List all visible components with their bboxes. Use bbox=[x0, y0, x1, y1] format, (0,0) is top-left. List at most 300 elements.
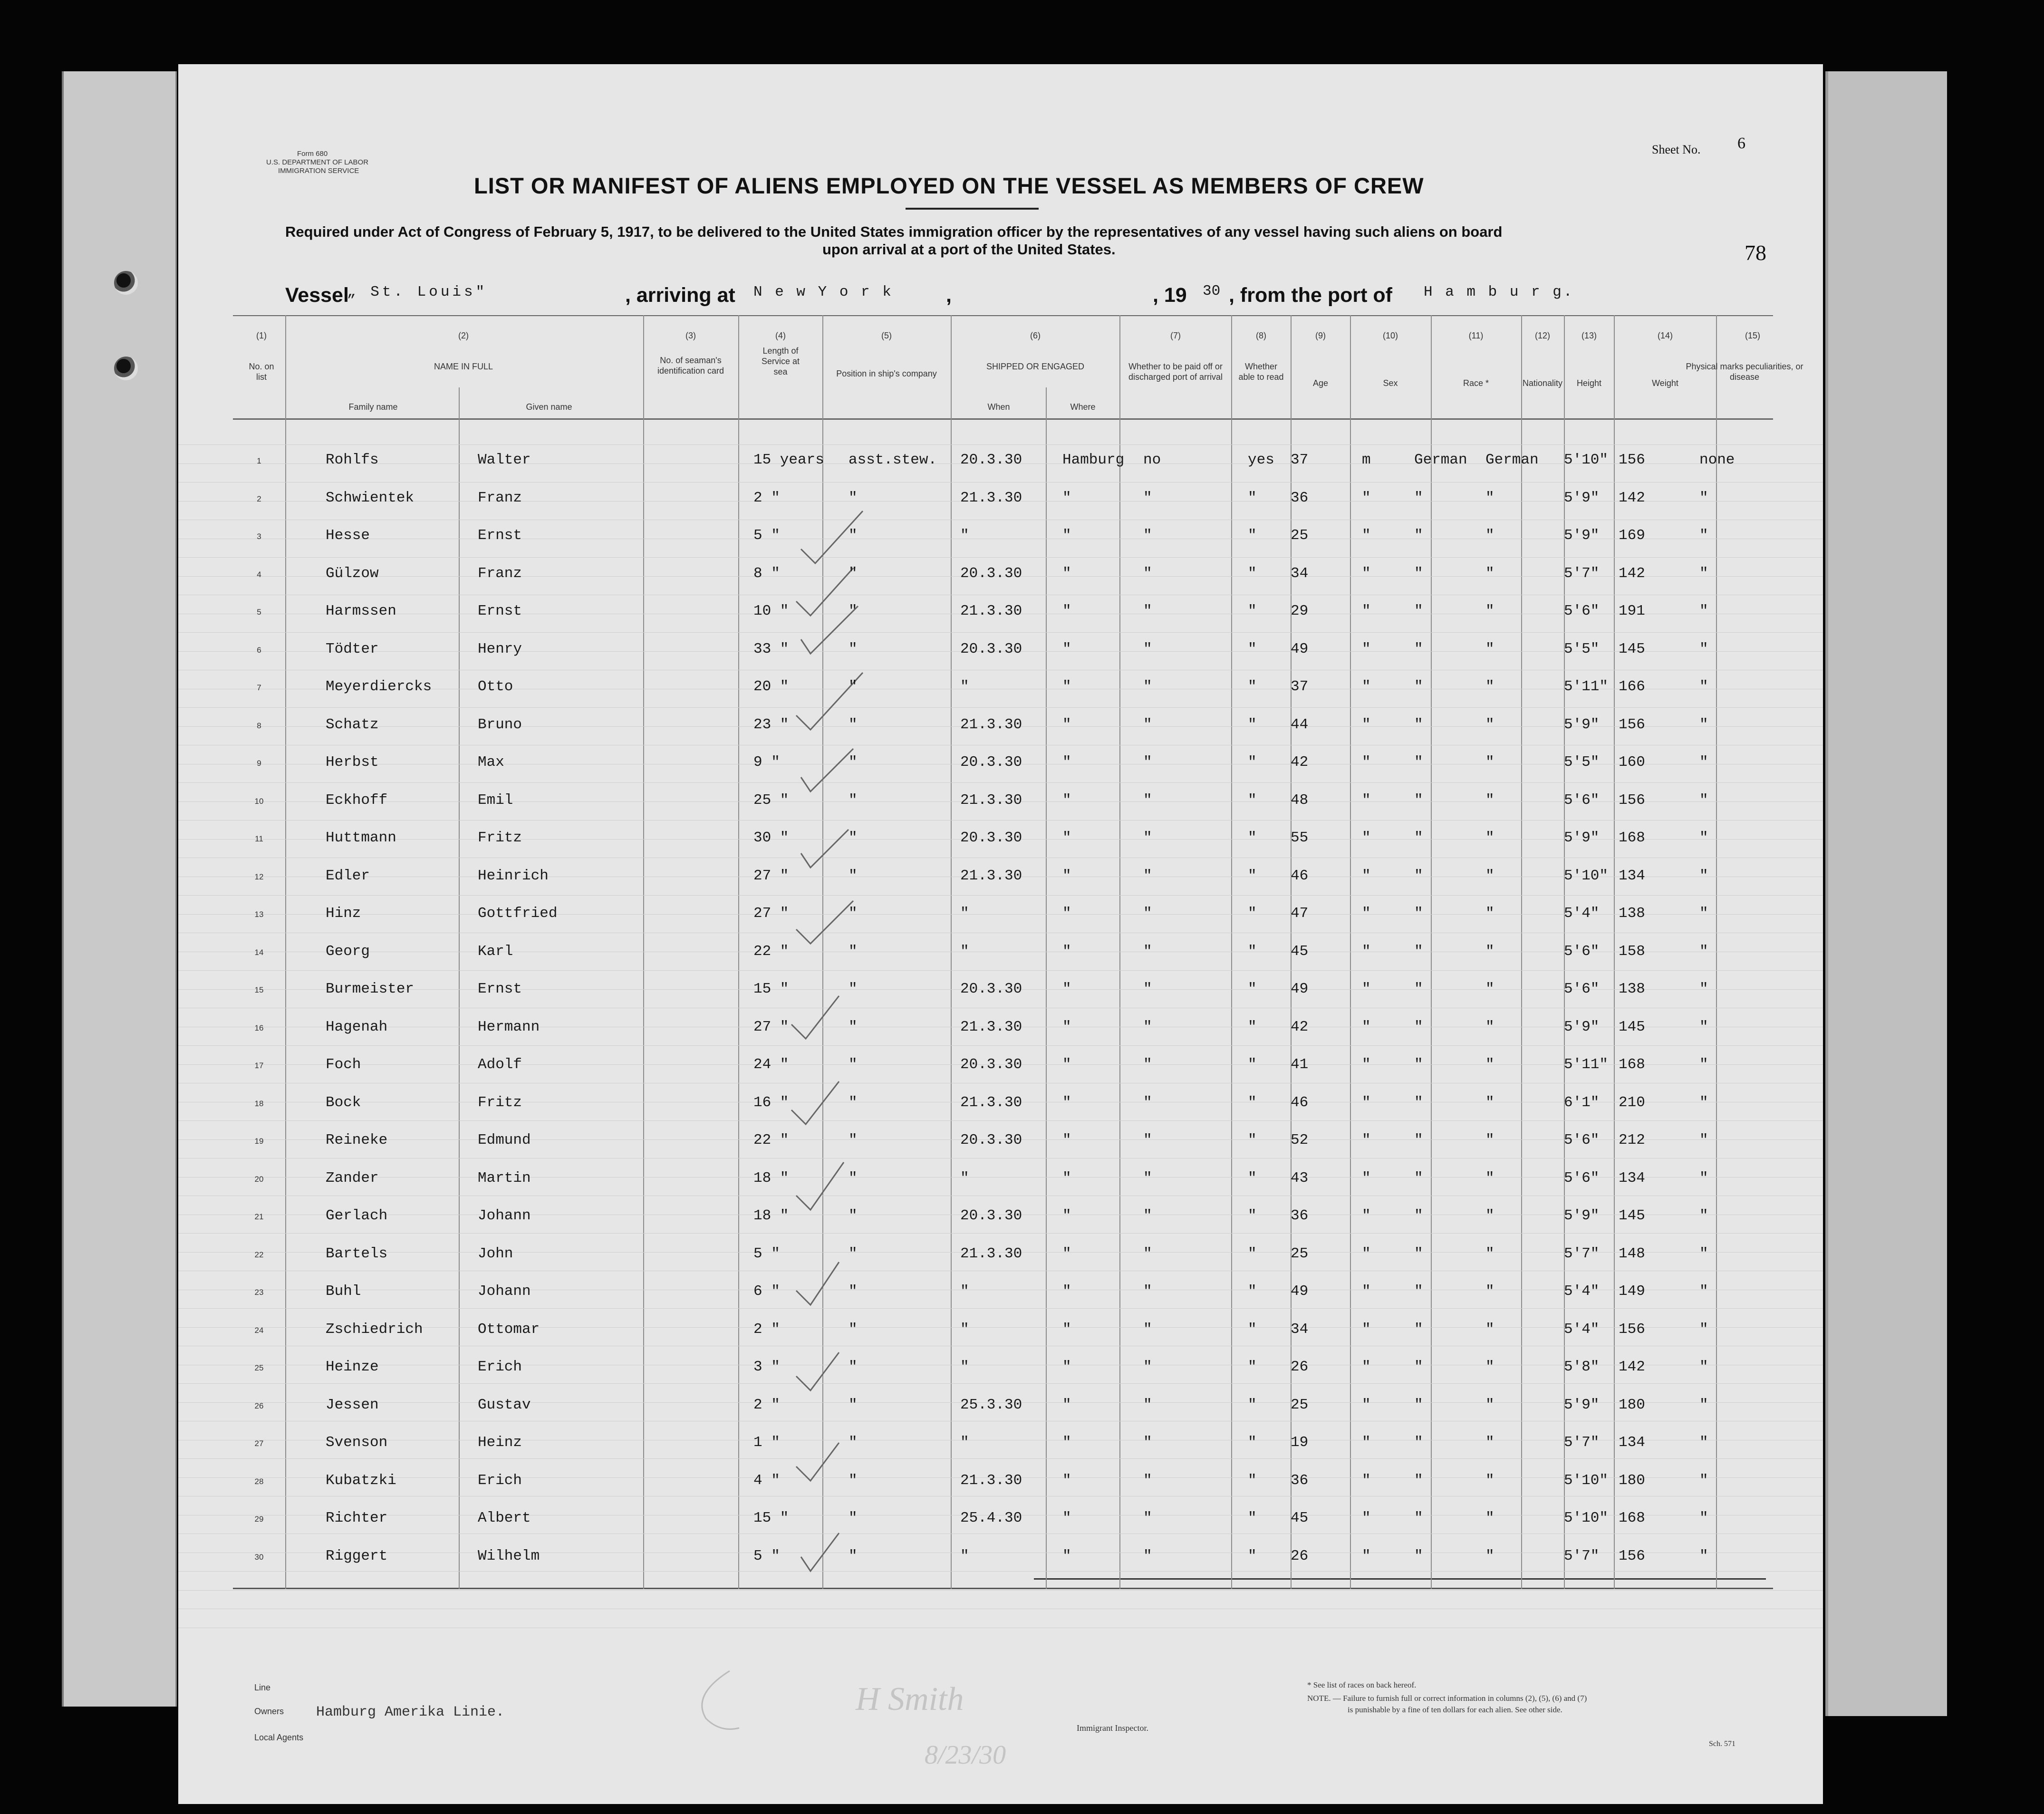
able-to-read: " bbox=[1248, 1321, 1257, 1338]
age: 19 bbox=[1291, 1434, 1309, 1451]
col-divider bbox=[1119, 315, 1120, 1589]
nationality: " bbox=[1485, 867, 1494, 884]
service-length: 24 " bbox=[753, 1056, 789, 1073]
row-number: 22 bbox=[254, 1250, 264, 1259]
service-length: 23 " bbox=[753, 716, 789, 733]
paid-off: " bbox=[1143, 1018, 1152, 1035]
nationality: " bbox=[1485, 1132, 1494, 1148]
owners-value: Hamburg Amerika Linie. bbox=[316, 1704, 505, 1720]
shipped-where: Hamburg bbox=[1062, 452, 1125, 468]
arriving-port: N e w Y o r k bbox=[753, 284, 893, 300]
sex: " bbox=[1362, 716, 1371, 733]
sex: " bbox=[1362, 1094, 1371, 1111]
service-length: 15 years bbox=[753, 452, 824, 468]
weight: 138 bbox=[1619, 981, 1645, 997]
subtitle-2: upon arrival at a port of the United States. bbox=[822, 241, 1116, 258]
service-length: 16 " bbox=[753, 1094, 789, 1111]
given-name: Henry bbox=[478, 640, 522, 657]
position: " bbox=[848, 1359, 858, 1375]
sex: " bbox=[1362, 565, 1371, 582]
age: 34 bbox=[1291, 1321, 1309, 1338]
position: " bbox=[848, 1018, 858, 1035]
paid-off: " bbox=[1143, 603, 1152, 619]
col-11-number: (11) bbox=[1468, 331, 1484, 340]
row-number: 28 bbox=[254, 1476, 264, 1486]
given-name: Fritz bbox=[478, 1094, 522, 1111]
able-to-read: yes bbox=[1248, 452, 1274, 468]
service-length: 8 " bbox=[753, 565, 780, 582]
age: 36 bbox=[1291, 1207, 1309, 1224]
paid-off: " bbox=[1143, 1132, 1152, 1148]
row-number: 4 bbox=[257, 569, 261, 579]
race: " bbox=[1414, 1321, 1423, 1338]
given-name: Wilhelm bbox=[478, 1547, 540, 1564]
col-3-header: No. of seaman's identification card bbox=[657, 356, 724, 376]
height: 5'11" bbox=[1564, 1056, 1609, 1073]
service-length: 33 " bbox=[753, 640, 789, 657]
age: 42 bbox=[1291, 1018, 1309, 1035]
nationality: " bbox=[1485, 489, 1494, 506]
nationality: " bbox=[1485, 565, 1494, 582]
position: " bbox=[848, 1547, 858, 1564]
sex: " bbox=[1362, 1245, 1371, 1262]
shipped-where: " bbox=[1062, 1321, 1071, 1338]
height: 5'6" bbox=[1564, 603, 1600, 619]
sex: " bbox=[1362, 754, 1371, 771]
family-name: Herbst bbox=[326, 754, 379, 771]
shipped-when: 20.3.30 bbox=[960, 981, 1022, 997]
manifest-sheet bbox=[178, 64, 1823, 1804]
shipped-where: " bbox=[1062, 1245, 1071, 1262]
sex: " bbox=[1362, 905, 1371, 922]
able-to-read: " bbox=[1248, 1434, 1257, 1451]
physical-marks: " bbox=[1699, 716, 1708, 733]
col-divider bbox=[1521, 315, 1522, 1589]
family-name: Meyerdiercks bbox=[326, 678, 432, 695]
shipped-where: " bbox=[1062, 981, 1071, 997]
col-9-header: Age bbox=[1312, 378, 1329, 388]
able-to-read: " bbox=[1248, 791, 1257, 809]
col-13-number: (13) bbox=[1581, 331, 1597, 340]
shipped-where: " bbox=[1062, 1056, 1071, 1073]
able-to-read: " bbox=[1248, 1472, 1257, 1489]
shipped-where: " bbox=[1062, 791, 1071, 809]
weight: 134 bbox=[1619, 1434, 1645, 1451]
nationality: " bbox=[1485, 527, 1494, 544]
col-5-number: (5) bbox=[881, 331, 892, 340]
height: 5'7" bbox=[1564, 1245, 1600, 1262]
binder-left bbox=[62, 71, 177, 1707]
page-edge-right bbox=[1825, 71, 1947, 1716]
from-port: H a m b u r g. bbox=[1424, 284, 1574, 300]
paid-off: " bbox=[1143, 1169, 1152, 1187]
nationality: " bbox=[1485, 1547, 1494, 1564]
table-bottom-border bbox=[233, 1588, 1773, 1589]
sex: " bbox=[1362, 1132, 1371, 1148]
age: 26 bbox=[1291, 1547, 1309, 1564]
age: 36 bbox=[1291, 1472, 1309, 1489]
able-to-read: " bbox=[1248, 905, 1257, 922]
able-to-read: " bbox=[1248, 867, 1257, 884]
height: 5'7" bbox=[1564, 1547, 1600, 1564]
sex: " bbox=[1362, 1510, 1371, 1526]
shipped-when: " bbox=[960, 1434, 969, 1451]
service-length: 2 " bbox=[753, 1321, 780, 1338]
col-10-number: (10) bbox=[1382, 331, 1398, 340]
physical-marks: " bbox=[1699, 1056, 1708, 1073]
family-name: Heinze bbox=[326, 1359, 379, 1375]
race: " bbox=[1414, 1283, 1423, 1300]
shipped-where: " bbox=[1062, 716, 1071, 733]
row-number: 1 bbox=[257, 456, 261, 465]
shipped-when: " bbox=[960, 905, 969, 922]
paid-off: " bbox=[1143, 1283, 1152, 1300]
paid-off: " bbox=[1143, 1510, 1152, 1526]
physical-marks: " bbox=[1699, 1094, 1708, 1111]
row-number: 21 bbox=[254, 1212, 264, 1221]
physical-marks: " bbox=[1699, 1510, 1708, 1526]
shipped-when: " bbox=[960, 678, 969, 695]
shipped-where: " bbox=[1062, 489, 1071, 506]
shipped-when: " bbox=[960, 1169, 969, 1187]
header-bottom-border bbox=[233, 418, 1773, 420]
age: 46 bbox=[1291, 1094, 1309, 1111]
height: 5'10" bbox=[1564, 452, 1609, 468]
vessel-label: Vessel bbox=[285, 284, 349, 307]
family-name: Reineke bbox=[326, 1132, 388, 1148]
age: 45 bbox=[1291, 943, 1309, 960]
row-number: 25 bbox=[254, 1363, 264, 1372]
nationality: " bbox=[1485, 678, 1494, 695]
able-to-read: " bbox=[1248, 830, 1257, 846]
position: " bbox=[848, 1207, 858, 1224]
family-name: Jessen bbox=[326, 1396, 379, 1413]
age: 45 bbox=[1291, 1510, 1309, 1526]
height: 5'4" bbox=[1564, 905, 1600, 922]
col-2b-header: Given name bbox=[526, 402, 572, 412]
family-name: Rohlfs bbox=[326, 452, 379, 468]
weight: 148 bbox=[1619, 1245, 1645, 1262]
rule-line bbox=[178, 557, 1823, 558]
weight: 142 bbox=[1619, 1359, 1645, 1375]
sex: " bbox=[1362, 1547, 1371, 1564]
physical-marks: " bbox=[1699, 527, 1708, 544]
rule-line bbox=[178, 1383, 1823, 1384]
col-14-number: (14) bbox=[1657, 331, 1673, 340]
sheet-label: Sheet No. bbox=[1652, 143, 1701, 156]
penalty-note-2: is punishable by a fine of ten dollars for each alien. See other side. bbox=[1348, 1705, 1562, 1714]
height: 5'6" bbox=[1564, 943, 1600, 960]
able-to-read: " bbox=[1248, 754, 1257, 771]
service-length: 22 " bbox=[753, 943, 789, 960]
shipped-where: " bbox=[1062, 1094, 1071, 1111]
weight: 134 bbox=[1619, 867, 1645, 884]
col-12-header: Nationality bbox=[1522, 378, 1563, 388]
race: " bbox=[1414, 1547, 1423, 1564]
sex: m bbox=[1362, 452, 1371, 468]
department: U.S. DEPARTMENT OF LABOR bbox=[266, 158, 369, 166]
able-to-read: " bbox=[1248, 603, 1257, 619]
sex: " bbox=[1362, 527, 1371, 544]
age: 47 bbox=[1291, 905, 1309, 922]
family-name: Schatz bbox=[326, 716, 379, 733]
service-length: 18 " bbox=[753, 1207, 789, 1224]
row-number: 10 bbox=[254, 796, 264, 806]
sheet-number: 6 bbox=[1737, 135, 1745, 152]
col-14-header: Weight bbox=[1652, 378, 1678, 388]
given-name: Gottfried bbox=[478, 905, 558, 922]
height: 5'8" bbox=[1564, 1359, 1600, 1375]
height: 5'9" bbox=[1564, 830, 1600, 846]
race: " bbox=[1414, 640, 1423, 657]
nationality: " bbox=[1485, 1472, 1494, 1489]
shipped-where: " bbox=[1062, 905, 1071, 922]
height: 5'10" bbox=[1564, 867, 1609, 884]
position: " bbox=[848, 1510, 858, 1526]
age: 26 bbox=[1291, 1359, 1309, 1375]
races-note: * See list of races on back hereof. bbox=[1307, 1680, 1417, 1689]
from-port-label: , from the port of bbox=[1229, 284, 1392, 307]
sex: " bbox=[1362, 1169, 1371, 1187]
position: " bbox=[848, 981, 858, 997]
height: 5'10" bbox=[1564, 1510, 1609, 1526]
service-length: 4 " bbox=[753, 1472, 780, 1489]
rule-line bbox=[178, 895, 1823, 896]
col-2a-header: Family name bbox=[348, 402, 398, 412]
age: 49 bbox=[1291, 981, 1309, 997]
position: " bbox=[848, 867, 858, 884]
shipped-where: " bbox=[1062, 527, 1071, 544]
given-name: Bruno bbox=[478, 716, 522, 733]
race: " bbox=[1414, 1396, 1423, 1413]
paid-off: " bbox=[1143, 981, 1152, 997]
given-name: Erich bbox=[478, 1359, 522, 1375]
col-6-header: SHIPPED OR ENGAGED bbox=[986, 362, 1085, 371]
physical-marks: " bbox=[1699, 1283, 1708, 1300]
shipped-when: 21.3.30 bbox=[960, 716, 1022, 733]
race: " bbox=[1414, 716, 1423, 733]
shipped-where: " bbox=[1062, 565, 1071, 582]
able-to-read: " bbox=[1248, 565, 1257, 582]
nationality: " bbox=[1485, 1094, 1494, 1111]
family-name: Burmeister bbox=[326, 981, 415, 997]
weight: 168 bbox=[1619, 1510, 1645, 1526]
weight: 212 bbox=[1619, 1132, 1645, 1148]
shipped-where: " bbox=[1062, 603, 1071, 619]
inspection-date: 8/23/30 bbox=[925, 1740, 1006, 1770]
nationality: " bbox=[1485, 943, 1494, 960]
height: 5'10" bbox=[1564, 1472, 1609, 1489]
able-to-read: " bbox=[1248, 527, 1257, 544]
position: " bbox=[848, 527, 858, 544]
weight: 134 bbox=[1619, 1169, 1645, 1187]
race: " bbox=[1414, 565, 1423, 582]
shipped-when: 20.3.30 bbox=[960, 565, 1022, 582]
physical-marks: " bbox=[1699, 905, 1708, 922]
given-name: Ernst bbox=[478, 603, 522, 619]
race: " bbox=[1414, 1056, 1423, 1073]
col-1-header: No. on list bbox=[249, 362, 274, 382]
weight: 145 bbox=[1619, 1207, 1645, 1224]
sex: " bbox=[1362, 1283, 1371, 1300]
height: 5'11" bbox=[1564, 678, 1609, 695]
form-number: Form 680 bbox=[297, 150, 328, 158]
line-label: Line bbox=[254, 1683, 271, 1692]
race: " bbox=[1414, 1245, 1423, 1262]
shipped-when: 20.3.30 bbox=[960, 1056, 1022, 1073]
rule-line bbox=[178, 1233, 1823, 1234]
able-to-read: " bbox=[1248, 943, 1257, 960]
service-length: 5 " bbox=[753, 1245, 780, 1262]
col-9-number: (9) bbox=[1315, 331, 1326, 340]
family-name: Riggert bbox=[326, 1547, 388, 1564]
given-name: Ernst bbox=[478, 981, 522, 997]
able-to-read: " bbox=[1248, 1169, 1257, 1187]
paid-off: " bbox=[1143, 754, 1152, 771]
height: 6'1" bbox=[1564, 1094, 1600, 1111]
shipped-when: " bbox=[960, 1321, 969, 1338]
row-number: 13 bbox=[254, 910, 264, 919]
weight: 145 bbox=[1619, 1018, 1645, 1035]
shipped-where: " bbox=[1062, 678, 1071, 695]
table-top-border bbox=[233, 315, 1773, 316]
shipped-when: 20.3.30 bbox=[960, 1207, 1022, 1224]
shipped-where: " bbox=[1062, 640, 1071, 657]
service: IMMIGRATION SERVICE bbox=[278, 167, 359, 175]
race: " bbox=[1414, 981, 1423, 997]
shipped-when: 25.4.30 bbox=[960, 1510, 1022, 1526]
age: 49 bbox=[1291, 1283, 1309, 1300]
position: " bbox=[848, 1132, 858, 1148]
col-11-header: Race * bbox=[1463, 378, 1489, 388]
race: " bbox=[1414, 791, 1423, 809]
able-to-read: " bbox=[1248, 1245, 1257, 1262]
weight: 156 bbox=[1619, 1321, 1645, 1338]
nationality: " bbox=[1485, 640, 1494, 657]
subtitle: Required under Act of Congress of February 5, 1917, to be delivered to the United States immigration officer by the representatives of any vessel having such aliens on board bbox=[285, 223, 1503, 240]
comma: , bbox=[946, 284, 952, 307]
age: 41 bbox=[1291, 1056, 1309, 1073]
title-underline bbox=[906, 208, 1039, 210]
position: " bbox=[848, 943, 858, 960]
service-length: 15 " bbox=[753, 981, 789, 997]
race: German bbox=[1414, 452, 1467, 468]
race: " bbox=[1414, 527, 1423, 544]
shipped-where: " bbox=[1062, 867, 1071, 884]
family-name: Buhl bbox=[326, 1283, 361, 1300]
physical-marks: " bbox=[1699, 678, 1708, 695]
paid-off: " bbox=[1143, 716, 1152, 733]
able-to-read: " bbox=[1248, 716, 1257, 733]
schedule-number: Sch. 571 bbox=[1709, 1740, 1735, 1748]
family-name: Schwientek bbox=[326, 489, 415, 506]
given-name: Heinz bbox=[478, 1434, 522, 1451]
physical-marks: " bbox=[1699, 1359, 1708, 1375]
race: " bbox=[1414, 603, 1423, 619]
height: 5'9" bbox=[1564, 527, 1600, 544]
sex: " bbox=[1362, 1321, 1371, 1338]
rule-line bbox=[178, 1458, 1823, 1459]
service-length: 5 " bbox=[753, 527, 780, 544]
paid-off: " bbox=[1143, 1547, 1152, 1564]
given-name: John bbox=[478, 1245, 513, 1262]
sex: " bbox=[1362, 943, 1371, 960]
col-13-header: Height bbox=[1576, 378, 1602, 388]
able-to-read: " bbox=[1248, 678, 1257, 695]
col-15-number: (15) bbox=[1745, 331, 1760, 340]
row-number: 6 bbox=[257, 645, 261, 655]
race: " bbox=[1414, 1094, 1423, 1111]
able-to-read: " bbox=[1248, 1132, 1257, 1148]
weight: 145 bbox=[1619, 640, 1645, 657]
given-name: Karl bbox=[478, 943, 513, 960]
age: 55 bbox=[1291, 830, 1309, 846]
age: 36 bbox=[1291, 489, 1309, 506]
shipped-when: 20.3.30 bbox=[960, 754, 1022, 771]
physical-marks: " bbox=[1699, 754, 1708, 771]
family-name: Svenson bbox=[326, 1434, 388, 1451]
shipped-where: " bbox=[1062, 1396, 1071, 1413]
age: 46 bbox=[1291, 867, 1309, 884]
age: 44 bbox=[1291, 716, 1309, 733]
sex: " bbox=[1362, 640, 1371, 657]
race: " bbox=[1414, 754, 1423, 771]
position: " bbox=[848, 603, 858, 619]
row-number: 23 bbox=[254, 1288, 264, 1297]
sex: " bbox=[1362, 603, 1371, 619]
position: " bbox=[848, 678, 858, 695]
col-10-header: Sex bbox=[1383, 378, 1398, 388]
age: 37 bbox=[1291, 678, 1309, 695]
row-number: 20 bbox=[254, 1174, 264, 1184]
col-divider bbox=[738, 315, 739, 1589]
paid-off: " bbox=[1143, 1321, 1152, 1338]
able-to-read: " bbox=[1248, 981, 1257, 997]
given-name: Emil bbox=[478, 791, 513, 809]
service-length: 22 " bbox=[753, 1132, 789, 1148]
binder-ring bbox=[114, 271, 138, 295]
given-name: Ottomar bbox=[478, 1321, 540, 1338]
service-length: 18 " bbox=[753, 1169, 789, 1187]
nationality: German bbox=[1485, 452, 1539, 468]
service-length: 30 " bbox=[753, 830, 789, 846]
weight: 138 bbox=[1619, 905, 1645, 922]
sex: " bbox=[1362, 1396, 1371, 1413]
given-name: Franz bbox=[478, 565, 522, 582]
service-length: 27 " bbox=[753, 867, 789, 884]
physical-marks: " bbox=[1699, 1547, 1708, 1564]
height: 5'4" bbox=[1564, 1283, 1600, 1300]
race: " bbox=[1414, 905, 1423, 922]
family-name: Huttmann bbox=[326, 830, 396, 846]
rule-line bbox=[178, 970, 1823, 971]
shipped-where: " bbox=[1062, 1547, 1071, 1564]
race: " bbox=[1414, 1132, 1423, 1148]
rule-line bbox=[178, 1045, 1823, 1046]
shipped-when: 21.3.30 bbox=[960, 867, 1022, 884]
shipped-where: " bbox=[1062, 1132, 1071, 1148]
given-name: Otto bbox=[478, 678, 513, 695]
rule-line bbox=[178, 1571, 1823, 1572]
race: " bbox=[1414, 943, 1423, 960]
totals-line bbox=[1034, 1578, 1766, 1580]
shipped-where: " bbox=[1062, 1434, 1071, 1451]
shipped-when: 21.3.30 bbox=[960, 603, 1022, 619]
weight: 149 bbox=[1619, 1283, 1645, 1300]
paid-off: " bbox=[1143, 1434, 1152, 1451]
weight: 158 bbox=[1619, 943, 1645, 960]
family-name: Bartels bbox=[326, 1245, 388, 1262]
